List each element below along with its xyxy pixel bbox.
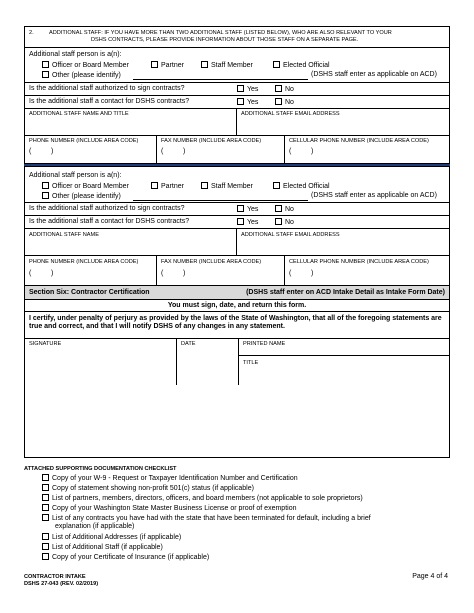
staff1-other-input[interactable] bbox=[133, 79, 308, 80]
staff2-email-label: ADDITIONAL STAFF EMAIL ADDRESS bbox=[241, 232, 340, 238]
date-field[interactable] bbox=[176, 339, 238, 385]
staff2-name-email-row bbox=[25, 229, 449, 256]
staff1-name-label: ADDITIONAL STAFF NAME AND TITLE bbox=[29, 111, 129, 117]
staff2-officer-option[interactable] bbox=[42, 182, 129, 191]
checklist-item[interactable] bbox=[42, 514, 371, 523]
staff2-cell-label: CELLULAR PHONE NUMBER (INCLUDE AREA CODE) bbox=[289, 259, 429, 265]
no-label: No bbox=[285, 219, 294, 226]
certification-text: I certify, under penalty of perjury as provided by the laws of the State of Washington, that all of the foregoing statements are true and correct, and that I will notify DSHS of any changes in any statement. bbox=[29, 315, 442, 330]
checkbox[interactable] bbox=[42, 553, 49, 560]
staff2-sign-row bbox=[25, 203, 449, 216]
staff2-contact-row bbox=[25, 216, 449, 229]
staff2-sign-question: Is the additional staff authorized to sign contracts? bbox=[29, 205, 185, 212]
staff1-email-field[interactable] bbox=[236, 109, 449, 135]
checklist-item[interactable] bbox=[42, 553, 209, 562]
footer-page-number: Page 4 of 4 bbox=[412, 573, 448, 580]
staff1-sign-yes[interactable] bbox=[237, 85, 258, 94]
staff2-acd-note: (DSHS staff enter as applicable on ACD) bbox=[311, 192, 437, 199]
signature-label: SIGNATURE bbox=[29, 341, 62, 347]
area-code-open: ( bbox=[289, 148, 292, 155]
area-code-open: ( bbox=[29, 148, 32, 155]
staff1-fax-label: FAX NUMBER (INCLUDE AREA CODE) bbox=[161, 138, 262, 144]
checkbox[interactable] bbox=[42, 543, 49, 550]
staff1-phone-row bbox=[25, 136, 449, 164]
staff1-name-field[interactable] bbox=[25, 109, 236, 135]
staff1-contact-question: Is the additional staff a contact for DSHS contracts? bbox=[29, 98, 190, 105]
section6-header bbox=[25, 286, 449, 300]
staff1-phone-label: PHONE NUMBER (INCLUDE AREA CODE) bbox=[29, 138, 139, 144]
staff2-phone-label: PHONE NUMBER (INCLUDE AREA CODE) bbox=[29, 259, 139, 265]
printed-name-field[interactable] bbox=[238, 339, 449, 356]
staff1-sign-row bbox=[25, 83, 449, 96]
staff1-staff-member-option[interactable] bbox=[201, 61, 253, 70]
staff1-cell-field[interactable] bbox=[284, 136, 449, 164]
checkbox[interactable] bbox=[42, 533, 49, 540]
staff2-partner-option[interactable] bbox=[151, 182, 184, 191]
staff2-elected-label: Elected Official bbox=[283, 183, 330, 190]
staff1-contact-no[interactable] bbox=[275, 98, 294, 107]
checklist-item[interactable] bbox=[42, 543, 163, 552]
staff2-elected-option[interactable] bbox=[273, 182, 330, 191]
checkbox[interactable] bbox=[42, 474, 49, 481]
staff1-acd-note: (DSHS staff enter as applicable on ACD) bbox=[311, 71, 437, 78]
footer-form-name: CONTRACTOR INTAKE bbox=[24, 574, 86, 580]
staff1-other-label: Other (please identify) bbox=[52, 72, 121, 79]
no-label: No bbox=[285, 86, 294, 93]
checklist-item-label: List of any contracts you have had with the state that have been terminated for default, including a brief bbox=[52, 515, 371, 522]
staff2-sign-yes[interactable] bbox=[237, 205, 258, 214]
checkbox[interactable] bbox=[201, 61, 208, 68]
staff1-contact-row bbox=[25, 96, 449, 109]
area-code-close: ) bbox=[183, 270, 186, 277]
area-code-close: ) bbox=[51, 270, 54, 277]
staff1-elected-label: Elected Official bbox=[283, 62, 330, 69]
staff2-partner-label: Partner bbox=[161, 183, 184, 190]
additional-staff-2-section bbox=[24, 166, 450, 458]
checkbox[interactable] bbox=[42, 182, 49, 189]
checkbox[interactable] bbox=[201, 182, 208, 189]
checkbox[interactable] bbox=[237, 218, 244, 225]
staff2-staff-member-label: Staff Member bbox=[211, 183, 253, 190]
staff2-phone-row bbox=[25, 256, 449, 286]
staff1-partner-option[interactable] bbox=[151, 61, 184, 70]
signature-area bbox=[25, 339, 449, 458]
checklist-item-label: Copy of your W-9 - Request or Taxpayer Identification Number and Certification bbox=[52, 475, 298, 482]
staff2-staff-member-option[interactable] bbox=[201, 182, 253, 191]
staff1-staff-member-label: Staff Member bbox=[211, 62, 253, 69]
checklist-item-label: List of partners, members, directors, officers, and board members (not applicable to sole proprietors) bbox=[52, 495, 363, 502]
staff1-sign-no[interactable] bbox=[275, 85, 294, 94]
no-label: No bbox=[285, 206, 294, 213]
checklist-item[interactable] bbox=[42, 533, 181, 542]
checklist-heading: ATTACHED SUPPORTING DOCUMENTATION CHECKLIST bbox=[24, 466, 177, 472]
staff1-contact-yes[interactable] bbox=[237, 98, 258, 107]
checkbox[interactable] bbox=[151, 182, 158, 189]
staff1-officer-label: Officer or Board Member bbox=[52, 62, 129, 69]
checkbox[interactable] bbox=[42, 192, 49, 199]
area-code-open: ( bbox=[289, 270, 292, 277]
area-code-close: ) bbox=[183, 148, 186, 155]
checkbox[interactable] bbox=[42, 71, 49, 78]
staff1-phone-field[interactable] bbox=[25, 136, 156, 164]
staff2-other-label: Other (please identify) bbox=[52, 193, 121, 200]
staff1-officer-option[interactable] bbox=[42, 61, 129, 70]
staff2-contact-yes[interactable] bbox=[237, 218, 258, 227]
section2-heading-line1: ADDITIONAL STAFF: IF YOU HAVE MORE THAN TWO ADDITIONAL STAFF (LISTED BELOW), WHO ARE ALSO RELEVANT TO YOUR bbox=[49, 30, 392, 36]
checkbox[interactable] bbox=[151, 61, 158, 68]
area-code-open: ( bbox=[161, 270, 164, 277]
checkbox[interactable] bbox=[275, 98, 282, 105]
yes-label: Yes bbox=[247, 206, 259, 213]
checkbox[interactable] bbox=[275, 85, 282, 92]
staff1-sign-question: Is the additional staff authorized to sign contracts? bbox=[29, 85, 185, 92]
staff2-fax-field[interactable] bbox=[156, 256, 284, 285]
title-label: TITLE bbox=[243, 360, 259, 366]
section2-number: 2. bbox=[29, 30, 34, 36]
staff1-name-email-row bbox=[25, 109, 449, 136]
checklist-item[interactable] bbox=[42, 474, 298, 483]
section6-note: (DSHS staff enter on ACD Intake Detail as Intake Form Date) bbox=[246, 289, 445, 296]
area-code-close: ) bbox=[311, 148, 314, 155]
staff2-sign-no[interactable] bbox=[275, 205, 294, 214]
staff2-email-field[interactable] bbox=[236, 229, 449, 255]
checklist-item-continuation: explanation (if applicable) bbox=[55, 523, 135, 530]
checkbox[interactable] bbox=[237, 85, 244, 92]
staff1-other-option[interactable] bbox=[42, 71, 121, 80]
staff1-fax-field[interactable] bbox=[156, 136, 284, 164]
staff2-type-row bbox=[25, 167, 449, 203]
checkbox[interactable] bbox=[273, 61, 280, 68]
title-field[interactable] bbox=[238, 356, 449, 385]
area-code-open: ( bbox=[29, 270, 32, 277]
staff2-name-field[interactable] bbox=[25, 229, 236, 255]
printed-name-label: PRINTED NAME bbox=[243, 341, 286, 347]
checkbox[interactable] bbox=[237, 98, 244, 105]
certification-row bbox=[25, 312, 449, 339]
staff1-is-a-label: Additional staff person is a(n): bbox=[29, 51, 122, 58]
section2-heading-line2: DSHS CONTRACTS, PLEASE PROVIDE INFORMATION ABOUT THOSE STAFF ON A SEPARATE PAGE. bbox=[91, 37, 359, 43]
staff2-contact-question: Is the additional staff a contact for DSHS contracts? bbox=[29, 218, 190, 225]
checklist-item-label: Copy of your Washington State Master Business License or proof of exemption bbox=[52, 505, 297, 512]
checkbox[interactable] bbox=[42, 484, 49, 491]
footer-form-id: DSHS 27-043 (REV. 02/2019) bbox=[24, 581, 99, 587]
section6-must-sign-row bbox=[25, 300, 449, 312]
additional-staff-1-section bbox=[24, 26, 450, 164]
yes-label: Yes bbox=[247, 99, 259, 106]
yes-label: Yes bbox=[247, 219, 259, 226]
checkbox[interactable] bbox=[42, 514, 49, 521]
must-sign-text: You must sign, date, and return this form. bbox=[167, 302, 307, 309]
checkbox[interactable] bbox=[42, 504, 49, 511]
documentation-checklist bbox=[24, 466, 450, 561]
staff1-partner-label: Partner bbox=[161, 62, 184, 69]
staff2-name-label: ADDITIONAL STAFF NAME bbox=[29, 232, 99, 238]
staff2-contact-no[interactable] bbox=[275, 218, 294, 227]
staff2-phone-field[interactable] bbox=[25, 256, 156, 285]
staff2-fax-label: FAX NUMBER (INCLUDE AREA CODE) bbox=[161, 259, 262, 265]
checklist-item-label: Copy of your Certificate of Insurance (if applicable) bbox=[52, 554, 210, 561]
checkbox[interactable] bbox=[275, 205, 282, 212]
checkbox[interactable] bbox=[42, 61, 49, 68]
area-code-open: ( bbox=[161, 148, 164, 155]
section2-heading-row bbox=[25, 27, 449, 48]
checkbox[interactable] bbox=[42, 494, 49, 501]
checklist-item[interactable] bbox=[42, 504, 296, 513]
checklist-item-label: Copy of statement showing non-profit 501(c) status (if applicable) bbox=[52, 485, 254, 492]
signature-field[interactable] bbox=[25, 339, 176, 385]
checklist-item[interactable] bbox=[42, 484, 254, 493]
checkbox[interactable] bbox=[273, 182, 280, 189]
staff1-elected-option[interactable] bbox=[273, 61, 330, 70]
section6-title: Section Six: Contractor Certification bbox=[29, 289, 150, 296]
checklist-item-label: List of Additional Staff (if applicable) bbox=[52, 544, 163, 551]
staff2-other-option[interactable] bbox=[42, 192, 121, 201]
staff2-other-input[interactable] bbox=[133, 200, 308, 201]
yes-label: Yes bbox=[247, 86, 259, 93]
area-code-close: ) bbox=[51, 148, 54, 155]
staff2-officer-label: Officer or Board Member bbox=[52, 183, 129, 190]
checkbox[interactable] bbox=[237, 205, 244, 212]
staff1-email-label: ADDITIONAL STAFF EMAIL ADDRESS bbox=[241, 111, 340, 117]
no-label: No bbox=[285, 99, 294, 106]
checklist-item-label: List of Additional Addresses (if applicable) bbox=[52, 534, 182, 541]
staff1-cell-label: CELLULAR PHONE NUMBER (INCLUDE AREA CODE) bbox=[289, 138, 429, 144]
checklist-item[interactable] bbox=[42, 494, 363, 503]
area-code-close: ) bbox=[311, 270, 314, 277]
checkbox[interactable] bbox=[275, 218, 282, 225]
staff1-type-row bbox=[25, 48, 449, 83]
date-label: DATE bbox=[181, 341, 196, 347]
staff2-is-a-label: Additional staff person is a(n): bbox=[29, 172, 122, 179]
staff2-cell-field[interactable] bbox=[284, 256, 449, 285]
